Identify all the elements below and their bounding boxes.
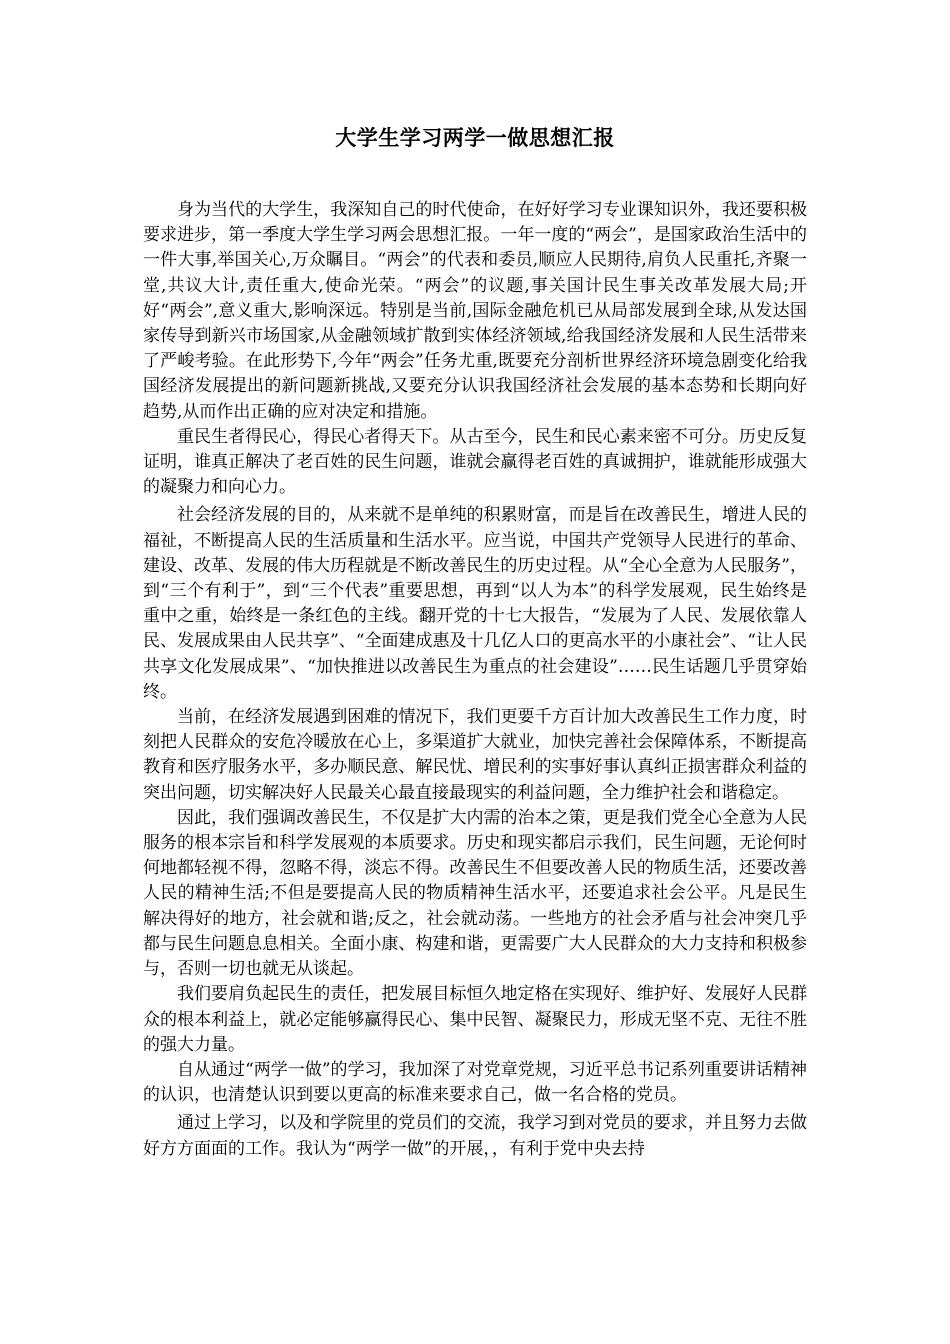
paragraph: 通过上学习，以及和学院里的党员们的交流，我学习到对党员的要求，并且努力去做好方方面面的工作。我认为“两学一做”的开展，，有利于党中央去持	[143, 1113, 807, 1159]
document-body	[143, 198, 807, 1162]
paragraph: 因此，我们强调改善民生，不仅是扩大内需的治本之策，更是我们党全心全意为人民服务的根本宗旨和科学发展观的本质要求。历史和现实都启示我们，民生问题，无论何时何地都轻视不得，忽略不得，淡忘不得。改善民生不但要改善人民的物质生活，还要改善人民的精神生活;不但是要提高人民的物质精神生活水平，还要追求社会公平。凡是民生解决得好的地方，社会就和谐;反之，社会就动荡。一些地方的社会矛盾与社会冲突几乎都与民生问题息息相关。全面小康、构建和谐，更需要广大人民群众的大力支持和积极参与，否则一切也就无从谈起。	[143, 807, 807, 980]
document-title: 大学生学习两学一做思想汇报	[335, 125, 615, 150]
paragraph: 重民生者得民心，得民心者得天下。从古至今，民生和民心素来密不可分。历史反复证明，谁真正解决了老百姓的民生问题，谁就会赢得老百姓的真诚拥护，谁就能形成强大的凝聚力和向心力。	[143, 426, 807, 498]
paragraph: 我们要肩负起民生的责任，把发展目标恒久地定格在实现好、维护好、发展好人民群众的根本利益上，就必定能够赢得民心、集中民智、凝聚民力，形成无坚不克、无往不胜的强大力量。	[143, 984, 807, 1055]
paragraph: 当前，在经济发展遇到困难的情况下，我们更要千方百计加大改善民生工作力度，时刻把人民群众的安危冷暖放在心上，多渠道扩大就业，加快完善社会保障体系，不断提高教育和医疗服务水平，多办顺民意、解民忧、增民利的实事好事认真纠正损害群众利益的突出问题，切实解决好人民最关心最直接最现实的利益问题，全力维护社会和谐稳定。	[143, 707, 807, 803]
paragraph: 身为当代的大学生，我深知自己的时代使命，在好好学习专业课知识外，我还要积极要求进步，第一季度大学生学习两会思想汇报。一年一度的“两会”，是国家政治生活中的一件大事,举国关心,万众瞩目。“两会”的代表和委员,顺应人民期待,肩负人民重托,齐聚一堂,共议大计,责任重大,使命光荣。“两会”的议题,事关国计民生事关改革发展大局;开好“两会”,意义重大,影响深远。特别是当前,国际金融危机已从局部发展到全球,从发达国家传导到新兴市场国家,从金融领域扩散到实体经济领域,给我国经济发展和人民生活带来了严峻考验。在此形势下,今年“两会”任务尤重,既要充分剖析世界经济环境急剧变化给我国经济发展提出的新问题新挑战,又要充分认识我国经济社会发展的基本态势和长期向好趋势,从而作出正确的应对决定和措施。	[143, 200, 807, 422]
paragraph: 自从通过“两学一做”的学习，我加深了对党章党规，习近平总书记系列重要讲话精神的认识，也清楚认识到要以更高的标准来要求自己，做一名合格的党员。	[143, 1059, 807, 1106]
paragraph: 社会经济发展的目的，从来就不是单纯的积累财富，而是旨在改善民生，增进人民的福祉，不断提高人民的生活质量和生活水平。应当说，中国共产党领导人民进行的革命、建设、改革、发展的伟大历程就是不断改善民生的历史过程。从“全心全意为人民服务”，到“三个有利于”，到“三个代表”重要思想，再到“以人为本”的科学发展观，民生始终是重中之重，始终是一条红色的主线。翻开党的十七大报告，“发展为了人民、发展依靠人民、发展成果由人民共享”、“全面建成惠及十几亿人口的更高水平的小康社会”、“让人民共享文化发展成果”、“加快推进以改善民生为重点的社会建设”……民生话题几乎贯穿始终。	[143, 505, 807, 702]
